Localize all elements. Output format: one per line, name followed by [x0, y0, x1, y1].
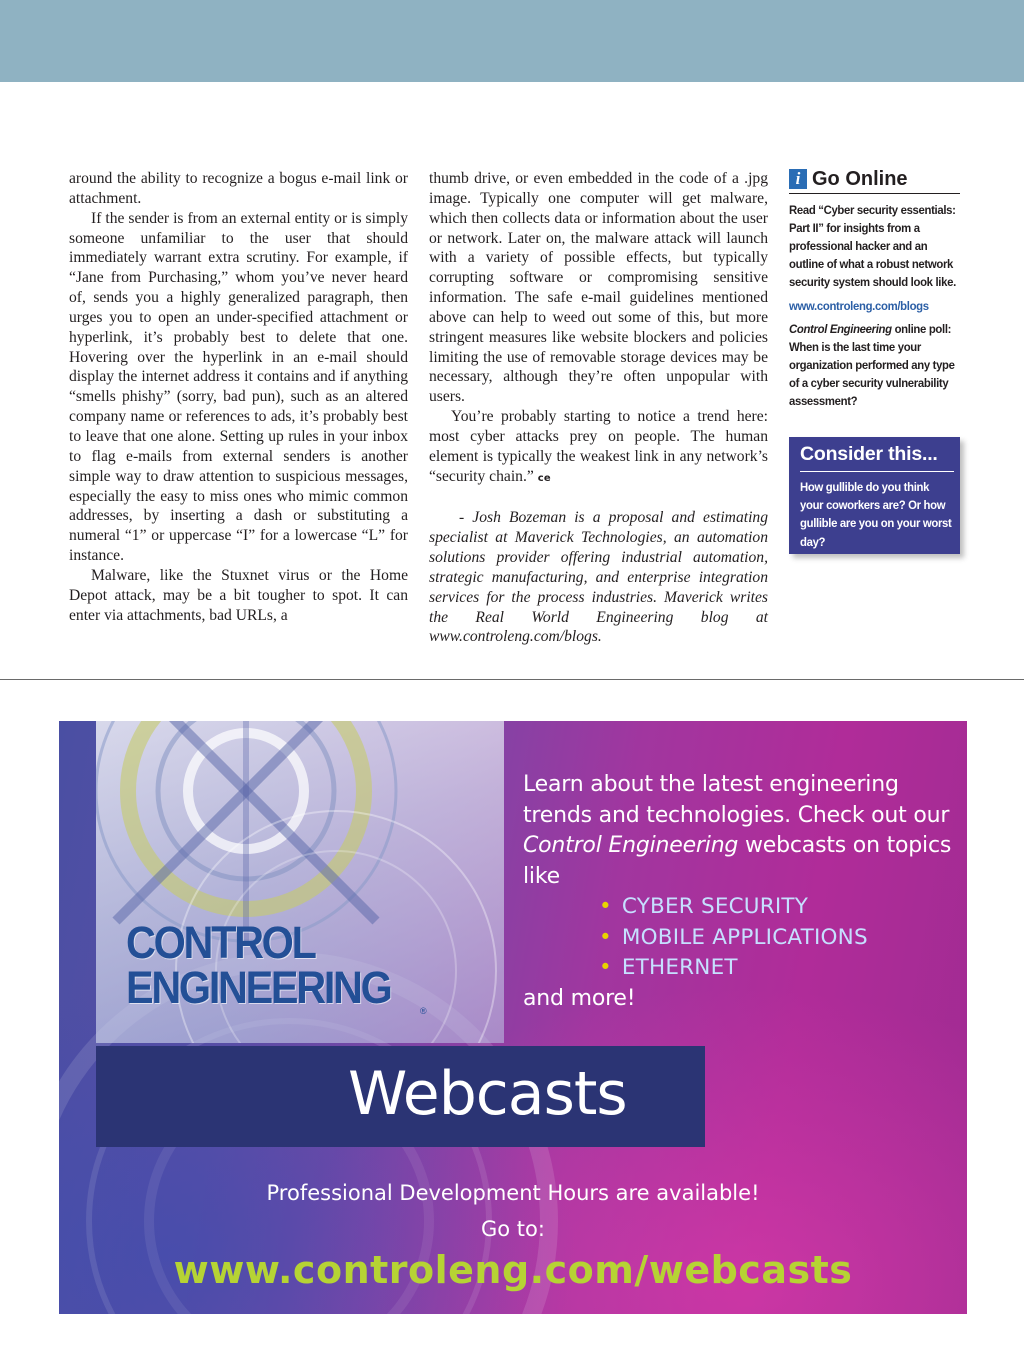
ad-copy	[523, 770, 953, 1014]
ad-copy-text	[523, 770, 953, 892]
bullet-icon: •	[599, 924, 612, 950]
publication-name: Control Engineering	[789, 322, 892, 336]
consider-body: How gullible do you think your coworkers are? Or how gullible are you on your worst day?	[800, 480, 952, 549]
sidebar-poll-text	[789, 320, 961, 410]
ad-copy-publication: Control Engineering	[523, 833, 739, 858]
article-paragraph	[429, 407, 768, 488]
article-paragraph: If the sender is from an external entity or is simply someone unfamiliar to the user that should immediately warrant extra scrutiny. For example, if “Jane from Purchasing,” whom you’ve never heard of, sends you a highly generalized paragraph, then urges you to open an under-specified attachment or hyperlink, it’s probably best to delete that one. Hovering over the hyperlink in an e-mail should display the internet address it contains and if anything “smells phishy” (sorry, bad pun), such as an altered company name or references to ads, it’s probably best to leave that one alone. Setting up rules in your inbox to flag e-mails from external senders is another simple way to draw attention to suspicious messages, especially the easy to miss ones who mimic common addresses, by inserting a dash or substituting a numeral “1” or uppercase “I” for a lowercase “L” for instance.	[69, 209, 408, 565]
end-mark: ce	[537, 472, 551, 484]
webcasts-banner	[96, 1046, 705, 1147]
ad-topic-item	[599, 892, 953, 923]
info-icon: i	[789, 169, 807, 189]
top-color-band	[0, 0, 1024, 82]
article-paragraph: around the ability to recognize a bogus e-mail link or attachment.	[69, 170, 408, 207]
bullet-icon: •	[599, 955, 612, 980]
ad-topic-label: MOBILE APPLICATIONS	[621, 924, 868, 950]
sidebar-read-text: Read “Cyber security essentials: Part II” for insights from a professional hacker and an outline of what a robust network security system should look like.	[789, 203, 956, 289]
author-byline: - Josh Bozeman is a proposal and estimating specialist at Maverick Technologies, an automation solutions provider offering industrial automation, strategic manufacturing, and enterprise integration services for the process industries. Maverick writes the Real World Engineering blog at www.controleng.com/blogs.	[429, 509, 768, 646]
ad-copy-end: and more!	[523, 985, 636, 1011]
registered-mark: ®	[420, 1006, 427, 1016]
go-online-sidebar	[789, 168, 960, 410]
article-closing-text: You’re probably starting to notice a trend here: most cyber attacks prey on people. The human element is typically the weakest link in any network’s “security chain.”	[429, 408, 768, 485]
ad-copy-after: webcasts on topics like	[523, 833, 952, 889]
go-online-title: Go Online	[812, 167, 908, 190]
ad-copy-lead: Learn about the latest engineering trends and technologies. Check out our	[523, 772, 950, 828]
webcasts-banner-text: Webcasts	[348, 1059, 627, 1129]
go-online-header	[789, 168, 960, 194]
ad-pdh-text: Professional Development Hours are available!	[266, 1181, 760, 1205]
control-engineering-logo-line1: CONTROL	[126, 917, 315, 968]
ad-topic-list	[599, 892, 953, 984]
article-column-2	[429, 169, 768, 647]
ad-goto-text: Go to:	[481, 1217, 545, 1241]
ad-topic-label: CYBER SECURITY	[621, 894, 809, 919]
ad-topic-item	[599, 923, 953, 954]
poll-question: online poll: When is the last time your organization performed any type of a cyber security vulnerability assessment?	[789, 322, 955, 408]
consider-this-box	[789, 437, 960, 554]
section-divider	[0, 679, 1024, 680]
article-paragraph: thumb drive, or even embedded in the code of a .jpg image. Typically one computer will get malware, which then collects data or information about the user or network. Later on, the malware attack will launch with a variety of possible effects, but typically corrupting software or compromising sensitive information. The safe e-mail guidelines mentioned above can help to weed out some of this, but more stringent measures like website blockers and policies limiting the use of removable storage devices may be necessary, although they’re often unpopular with users.	[429, 170, 768, 406]
ad-topic-item	[599, 953, 953, 984]
ad-webcasts-link[interactable]: www.controleng.com/webcasts	[173, 1248, 853, 1292]
control-engineering-logo-line2: ENGINEERING	[126, 962, 391, 1013]
bullet-icon: •	[599, 894, 612, 919]
article-column-1	[69, 169, 408, 625]
article-paragraph: Malware, like the Stuxnet virus or the Home Depot attack, may be a bit tougher to spot. It can enter via attachments, bad URLs, a	[69, 566, 408, 624]
sidebar-blogs-link[interactable]: www.controleng.com/blogs	[789, 299, 929, 313]
webcasts-advertisement[interactable]	[59, 721, 967, 1314]
consider-title: Consider this...	[800, 443, 954, 472]
ad-topic-label: ETHERNET	[621, 955, 738, 980]
